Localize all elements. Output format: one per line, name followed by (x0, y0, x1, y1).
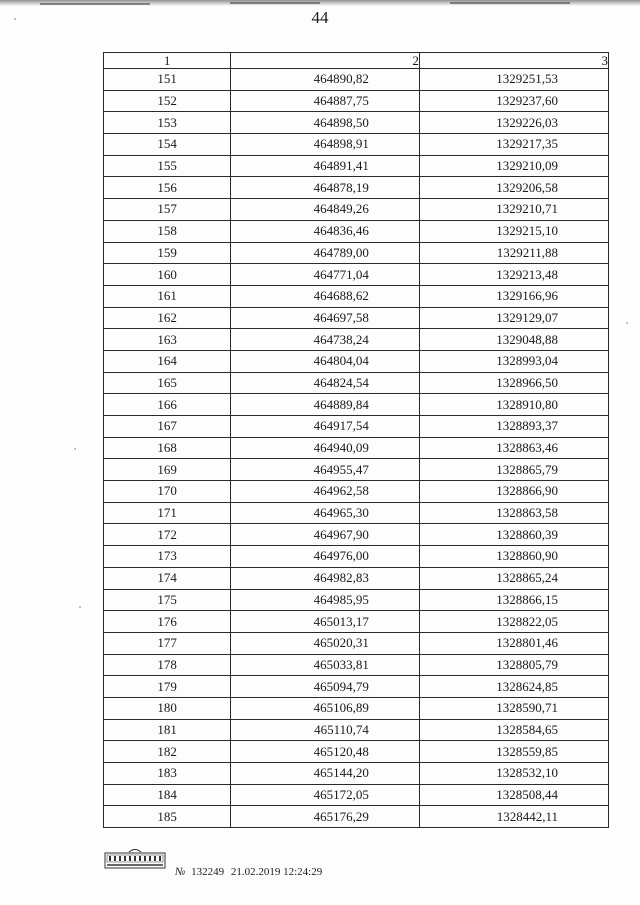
point-number-cell: 156 (104, 177, 231, 199)
coordinate-x-cell: 464985,95 (231, 589, 420, 611)
coordinate-y-cell: 1328801,46 (419, 632, 608, 654)
point-number-cell: 158 (104, 220, 231, 242)
point-number-cell: 171 (104, 502, 231, 524)
table-row (104, 589, 609, 611)
point-number-cell: 182 (104, 741, 231, 763)
coordinate-x-cell: 464891,41 (231, 155, 420, 177)
point-number-cell: 172 (104, 524, 231, 546)
point-number-cell: 153 (104, 112, 231, 134)
table-row (104, 437, 609, 459)
coordinate-y-cell: 1328860,39 (419, 524, 608, 546)
coordinate-y-cell: 1329129,07 (419, 307, 608, 329)
point-number-cell: 167 (104, 416, 231, 438)
table-row (104, 329, 609, 351)
table-row (104, 199, 609, 221)
table-row (104, 524, 609, 546)
point-number-cell: 160 (104, 264, 231, 286)
point-number-cell: 177 (104, 632, 231, 654)
scan-edge-mark (40, 3, 150, 5)
point-number-cell: 168 (104, 437, 231, 459)
coordinate-x-cell: 464940,09 (231, 437, 420, 459)
point-number-cell: 169 (104, 459, 231, 481)
government-building-stamp-icon (103, 846, 167, 872)
coordinate-y-cell: 1329237,60 (419, 90, 608, 112)
coordinate-y-cell: 1329251,53 (419, 69, 608, 91)
coordinate-x-cell: 465106,89 (231, 697, 420, 719)
document-number-mark: № (175, 866, 186, 878)
coordinate-x-cell: 464889,84 (231, 394, 420, 416)
point-number-cell: 183 (104, 763, 231, 785)
table-row (104, 502, 609, 524)
coordinate-y-cell: 1329217,35 (419, 134, 608, 156)
table-row (104, 697, 609, 719)
coordinate-y-cell: 1328559,85 (419, 741, 608, 763)
coordinate-x-cell: 464789,00 (231, 242, 420, 264)
coordinate-x-cell: 465020,31 (231, 632, 420, 654)
coordinate-y-cell: 1328910,80 (419, 394, 608, 416)
table-row (104, 741, 609, 763)
point-number-cell: 154 (104, 134, 231, 156)
point-number-cell: 165 (104, 372, 231, 394)
coordinate-y-cell: 1329210,71 (419, 199, 608, 221)
coordinate-x-cell: 465013,17 (231, 611, 420, 633)
coordinate-y-cell: 1329226,03 (419, 112, 608, 134)
point-number-cell: 181 (104, 719, 231, 741)
scan-speck (79, 606, 81, 608)
scan-speck (14, 18, 16, 20)
document-registration (175, 866, 322, 878)
scan-edge-mark (230, 2, 320, 4)
point-number-cell: 166 (104, 394, 231, 416)
coordinate-x-cell: 464878,19 (231, 177, 420, 199)
coordinate-y-cell: 1328860,90 (419, 546, 608, 568)
coordinate-x-cell: 464955,47 (231, 459, 420, 481)
point-number-cell: 176 (104, 611, 231, 633)
document-number: 132249 (191, 866, 225, 878)
coordinate-x-cell: 464771,04 (231, 264, 420, 286)
table-row (104, 394, 609, 416)
point-number-cell: 163 (104, 329, 231, 351)
table-row (104, 307, 609, 329)
table-row (104, 285, 609, 307)
table-row (104, 611, 609, 633)
coordinate-x-cell: 464738,24 (231, 329, 420, 351)
coordinate-y-cell: 1328966,50 (419, 372, 608, 394)
point-number-cell: 178 (104, 654, 231, 676)
point-number-cell: 164 (104, 350, 231, 372)
point-number-cell: 175 (104, 589, 231, 611)
coordinate-y-cell: 1328865,24 (419, 567, 608, 589)
table-row (104, 264, 609, 286)
scan-edge-mark (450, 2, 570, 4)
coordinate-x-cell: 464898,50 (231, 112, 420, 134)
table-row (104, 632, 609, 654)
table-row (104, 481, 609, 503)
coordinate-x-cell: 464898,91 (231, 134, 420, 156)
point-number-cell: 179 (104, 676, 231, 698)
point-number-cell: 152 (104, 90, 231, 112)
table-row (104, 220, 609, 242)
coordinate-x-cell: 465033,81 (231, 654, 420, 676)
coordinate-y-cell: 1328584,65 (419, 719, 608, 741)
table-row (104, 459, 609, 481)
coordinate-y-cell: 1328863,46 (419, 437, 608, 459)
coordinate-x-cell: 464890,82 (231, 69, 420, 91)
coordinate-y-cell: 1328865,79 (419, 459, 608, 481)
coordinate-y-cell: 1328590,71 (419, 697, 608, 719)
scan-speck (626, 322, 628, 324)
coordinate-y-cell: 1329206,58 (419, 177, 608, 199)
coordinate-y-cell: 1328893,37 (419, 416, 608, 438)
table-row (104, 372, 609, 394)
point-number-cell: 180 (104, 697, 231, 719)
coordinate-y-cell: 1328624,85 (419, 676, 608, 698)
coordinate-x-cell: 464962,58 (231, 481, 420, 503)
table-row (104, 350, 609, 372)
coordinates-table (103, 52, 609, 828)
coordinate-y-cell: 1328442,11 (419, 806, 608, 828)
table-row (104, 546, 609, 568)
coordinate-x-cell: 465110,74 (231, 719, 420, 741)
point-number-cell: 159 (104, 242, 231, 264)
table-row (104, 676, 609, 698)
point-number-cell: 157 (104, 199, 231, 221)
table-row (104, 69, 609, 91)
coordinate-x-cell: 465144,20 (231, 763, 420, 785)
coordinate-y-cell: 1328993,04 (419, 350, 608, 372)
point-number-cell: 151 (104, 69, 231, 91)
column-header-2: 2 (231, 53, 420, 69)
coordinate-x-cell: 464697,58 (231, 307, 420, 329)
table-row (104, 784, 609, 806)
document-datetime: 21.02.2019 12:24:29 (230, 866, 323, 878)
point-number-cell: 185 (104, 806, 231, 828)
point-number-cell: 155 (104, 155, 231, 177)
coordinate-x-cell: 465176,29 (231, 806, 420, 828)
coordinate-y-cell: 1328805,79 (419, 654, 608, 676)
table-header-row (104, 53, 609, 69)
coordinate-y-cell: 1329215,10 (419, 220, 608, 242)
table-body (104, 69, 609, 828)
point-number-cell: 161 (104, 285, 231, 307)
coordinate-y-cell: 1328866,15 (419, 589, 608, 611)
table-row (104, 242, 609, 264)
table-row (104, 654, 609, 676)
coordinate-x-cell: 465094,79 (231, 676, 420, 698)
scan-speck (74, 448, 76, 450)
table-row (104, 719, 609, 741)
point-number-cell: 173 (104, 546, 231, 568)
coordinate-x-cell: 464976,00 (231, 546, 420, 568)
coordinate-x-cell: 464982,83 (231, 567, 420, 589)
point-number-cell: 174 (104, 567, 231, 589)
coordinate-y-cell: 1328508,44 (419, 784, 608, 806)
point-number-cell: 184 (104, 784, 231, 806)
coordinate-x-cell: 465120,48 (231, 741, 420, 763)
coordinate-y-cell: 1328866,90 (419, 481, 608, 503)
column-header-3: 3 (419, 53, 608, 69)
coordinate-x-cell: 464917,54 (231, 416, 420, 438)
table-row (104, 806, 609, 828)
table-row (104, 112, 609, 134)
table-row (104, 763, 609, 785)
table-row (104, 155, 609, 177)
coordinate-y-cell: 1329166,96 (419, 285, 608, 307)
coordinate-x-cell: 464849,26 (231, 199, 420, 221)
point-number-cell: 170 (104, 481, 231, 503)
coordinate-y-cell: 1329211,88 (419, 242, 608, 264)
coordinate-y-cell: 1329213,48 (419, 264, 608, 286)
coordinate-y-cell: 1328863,58 (419, 502, 608, 524)
column-header-1: 1 (104, 53, 231, 69)
point-number-cell: 162 (104, 307, 231, 329)
coordinate-y-cell: 1329210,09 (419, 155, 608, 177)
coordinate-y-cell: 1328532,10 (419, 763, 608, 785)
table-row (104, 90, 609, 112)
coordinate-x-cell: 464836,46 (231, 220, 420, 242)
coordinate-x-cell: 464824,54 (231, 372, 420, 394)
page-number: 44 (311, 8, 329, 27)
coordinate-x-cell: 464688,62 (231, 285, 420, 307)
coordinate-x-cell: 464804,04 (231, 350, 420, 372)
document-footer (103, 846, 523, 886)
table-row (104, 134, 609, 156)
coordinate-x-cell: 464887,75 (231, 90, 420, 112)
coordinate-y-cell: 1328822,05 (419, 611, 608, 633)
coordinate-y-cell: 1329048,88 (419, 329, 608, 351)
table-row (104, 567, 609, 589)
coordinate-x-cell: 465172,05 (231, 784, 420, 806)
coordinate-x-cell: 464967,90 (231, 524, 420, 546)
table-row (104, 177, 609, 199)
coordinate-x-cell: 464965,30 (231, 502, 420, 524)
table-row (104, 416, 609, 438)
